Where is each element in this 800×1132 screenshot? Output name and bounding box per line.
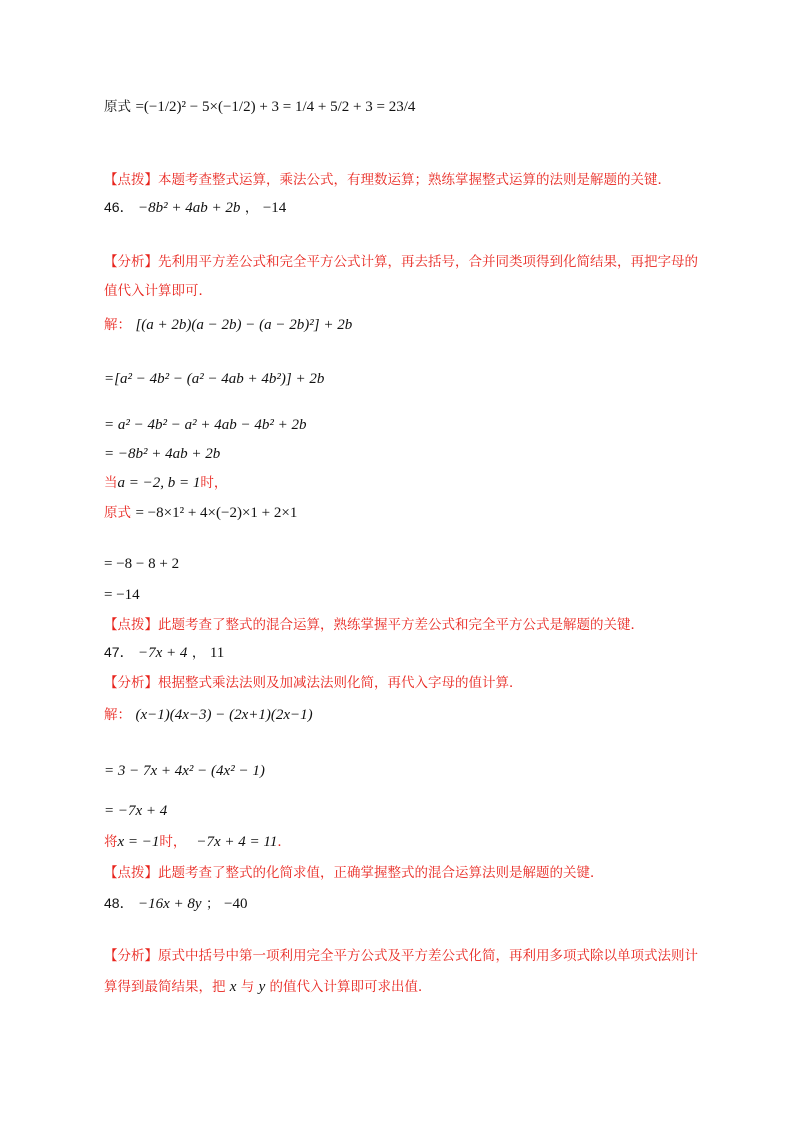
solve-47-result: −7x + 4 = 11: [196, 834, 278, 850]
solve-46-when: [104, 476, 227, 491]
question-46-answer-1: −8b² + 4ab + 2b: [138, 200, 241, 216]
analysis-46-line-2: 值代入计算即可．: [104, 283, 212, 299]
solve-46-calc-1: = −8 − 8 + 2: [104, 556, 180, 572]
solve-46-when-suffix: 时，: [200, 475, 228, 491]
solve-47-when-suffix: 时，: [159, 834, 187, 850]
solve-47-when: [104, 835, 291, 850]
solve-47-result-end: ．: [277, 834, 291, 850]
question-48-answer-2: −40: [224, 896, 248, 912]
question-48-separator: ；: [206, 896, 220, 912]
analysis-48-var-y: y: [258, 979, 266, 995]
solve-47-when-value: x = −1: [117, 834, 160, 850]
question-48-number: 48．: [104, 895, 134, 911]
original-label: 原式: [104, 99, 131, 115]
analysis-48-line-1: 【分析】原式中括号中第一项利用完全平方公式及平方差公式化简，再利用多项式除以单项式法则计: [104, 948, 698, 964]
analysis-48-text-c: 的值代入计算即可求出值．: [269, 979, 432, 995]
question-47-separator: ，: [191, 645, 206, 661]
solve-47-label: 解：: [104, 707, 131, 723]
solve-46-step-3: = −8b² + 4ab + 2b: [104, 446, 221, 462]
solve-46-when-values: a = −2, b = 1: [117, 475, 201, 491]
solve-46-expression: [(a + 2b)(a − 2b) − (a − 2b)²] + 2b: [135, 317, 353, 333]
solve-46-step-2: = a² − 4b² − a² + 4ab − 4b² + 2b: [104, 417, 307, 433]
solve-47-step-1: = 3 − 7x + 4x² − (4x² − 1): [104, 763, 265, 779]
question-46-answer: [104, 200, 286, 216]
solve-46-step-1: =[a² − 4b² − (a² − 4ab + 4b²)] + 2b: [104, 371, 325, 387]
solve-46-substitution-expression: = −8×1² + 4×(−2)×1 + 2×1: [135, 505, 298, 521]
solve-47-step-2: = −7x + 4: [104, 803, 168, 819]
solve-46-original-label: 原式: [104, 505, 131, 521]
solve-46-substitution: [104, 506, 297, 521]
solve-46-calc-2: = −14: [104, 587, 140, 603]
question-48-answer: [104, 896, 247, 912]
analysis-48-text-b: 与: [240, 979, 255, 995]
solve-47-first-line: [104, 708, 313, 723]
question-47-number: 47．: [104, 644, 134, 660]
question-47-answer: [104, 645, 224, 661]
analysis-48-line-2: [104, 980, 432, 995]
question-48-answer-1: −16x + 8y: [138, 896, 202, 912]
tip-46: 【点拨】此题考查了整式的混合运算，熟练掌握平方差公式和完全平方公式是解题的关键．: [104, 617, 644, 633]
question-46-answer-2: −14: [262, 200, 287, 216]
question-47-answer-2: 11: [209, 645, 225, 661]
original-expression: =(−1/2)² − 5×(−1/2) + 3 = 1/4 + 5/2 + 3 = 23/4: [135, 99, 416, 115]
question-47-answer-1: −7x + 4: [138, 645, 188, 661]
solve-47-expression: (x−1)(4x−3) − (2x+1)(2x−1): [135, 707, 313, 723]
original-expression-line: [104, 100, 415, 115]
question-46-separator: ，: [244, 200, 259, 216]
solve-46-label: 解：: [104, 317, 131, 333]
tip-47: 【点拨】此题考查了整式的化简求值，正确掌握整式的混合运算法则是解题的关键．: [104, 865, 604, 881]
analysis-48-var-x: x: [229, 979, 237, 995]
solve-47-when-prefix: 将: [104, 834, 118, 850]
solve-46-first-line: [104, 318, 352, 333]
analysis-46-line-1: 【分析】先利用平方差公式和完全平方公式计算，再去括号，合并同类项得到化简结果，再把字母的: [104, 254, 698, 270]
analysis-48-text-a: 算得到最简结果，把: [104, 979, 226, 995]
tip-45: 【点拨】本题考查整式运算，乘法公式，有理数运算；熟练掌握整式运算的法则是解题的关键．: [104, 172, 671, 188]
analysis-47: 【分析】根据整式乘法法则及加减法法则化简，再代入字母的值计算．: [104, 675, 523, 691]
question-46-number: 46．: [104, 199, 134, 215]
solve-46-when-prefix: 当: [104, 475, 118, 491]
